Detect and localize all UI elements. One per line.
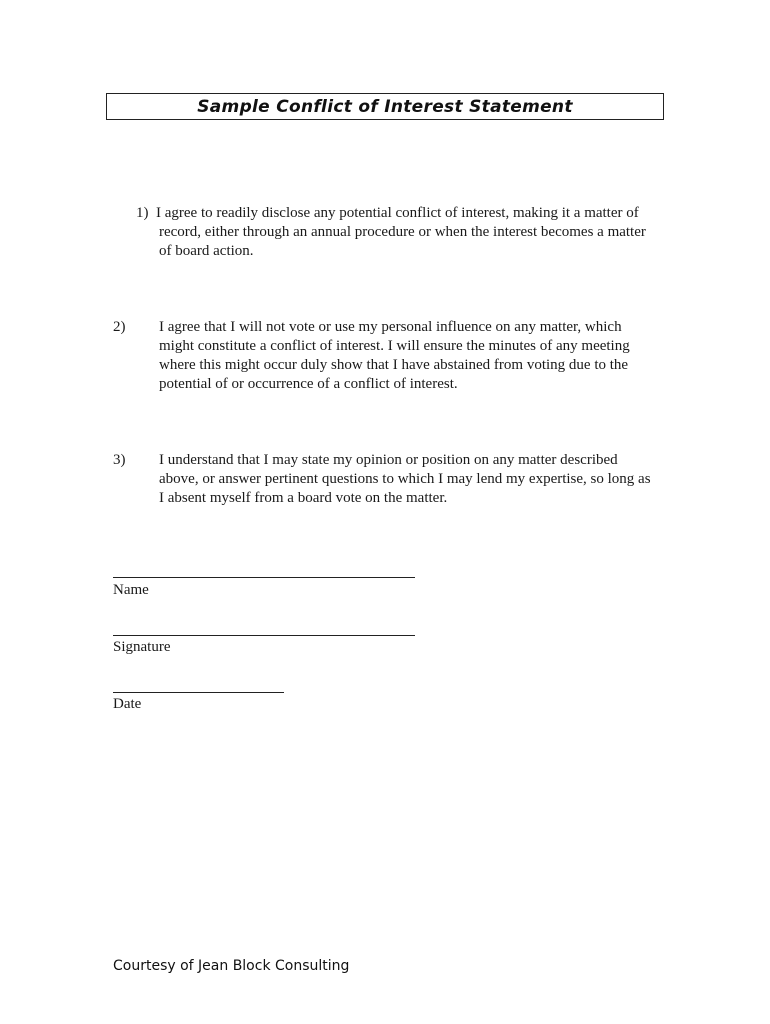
statement-item-2 [113,318,653,394]
signature-line[interactable] [113,635,415,636]
name-line[interactable] [113,577,415,578]
statement-item-3 [113,451,653,508]
title-box [106,93,664,120]
date-line[interactable] [113,692,284,693]
item-text: I agree to readily disclose any potential conflict of interest, making it a matter of record, either through an annual procedure or when the interest becomes a matter of board action. [156,205,646,259]
statement-item-1 [113,204,653,261]
item-number: 1) [136,205,149,221]
name-label: Name [113,582,149,598]
item-number: 3) [113,452,126,468]
item-text: I understand that I may state my opinion or position on any matter described above, or answer pertinent questions to which I may lend my expertise, so long as I absent myself from a board vote on the matter. [159,452,651,506]
signature-label: Signature [113,639,171,655]
item-text: I agree that I will not vote or use my personal influence on any matter, which might constitute a conflict of interest. I will ensure the minutes of any meeting where this might occur duly show that I have abstained from voting due to the potential of or occurrence of a conflict of interest. [159,319,630,392]
date-label: Date [113,696,142,712]
document-title: Sample Conflict of Interest Statement [197,96,573,117]
footer-credit: Courtesy of Jean Block Consulting [113,958,350,974]
item-number: 2) [113,319,126,335]
